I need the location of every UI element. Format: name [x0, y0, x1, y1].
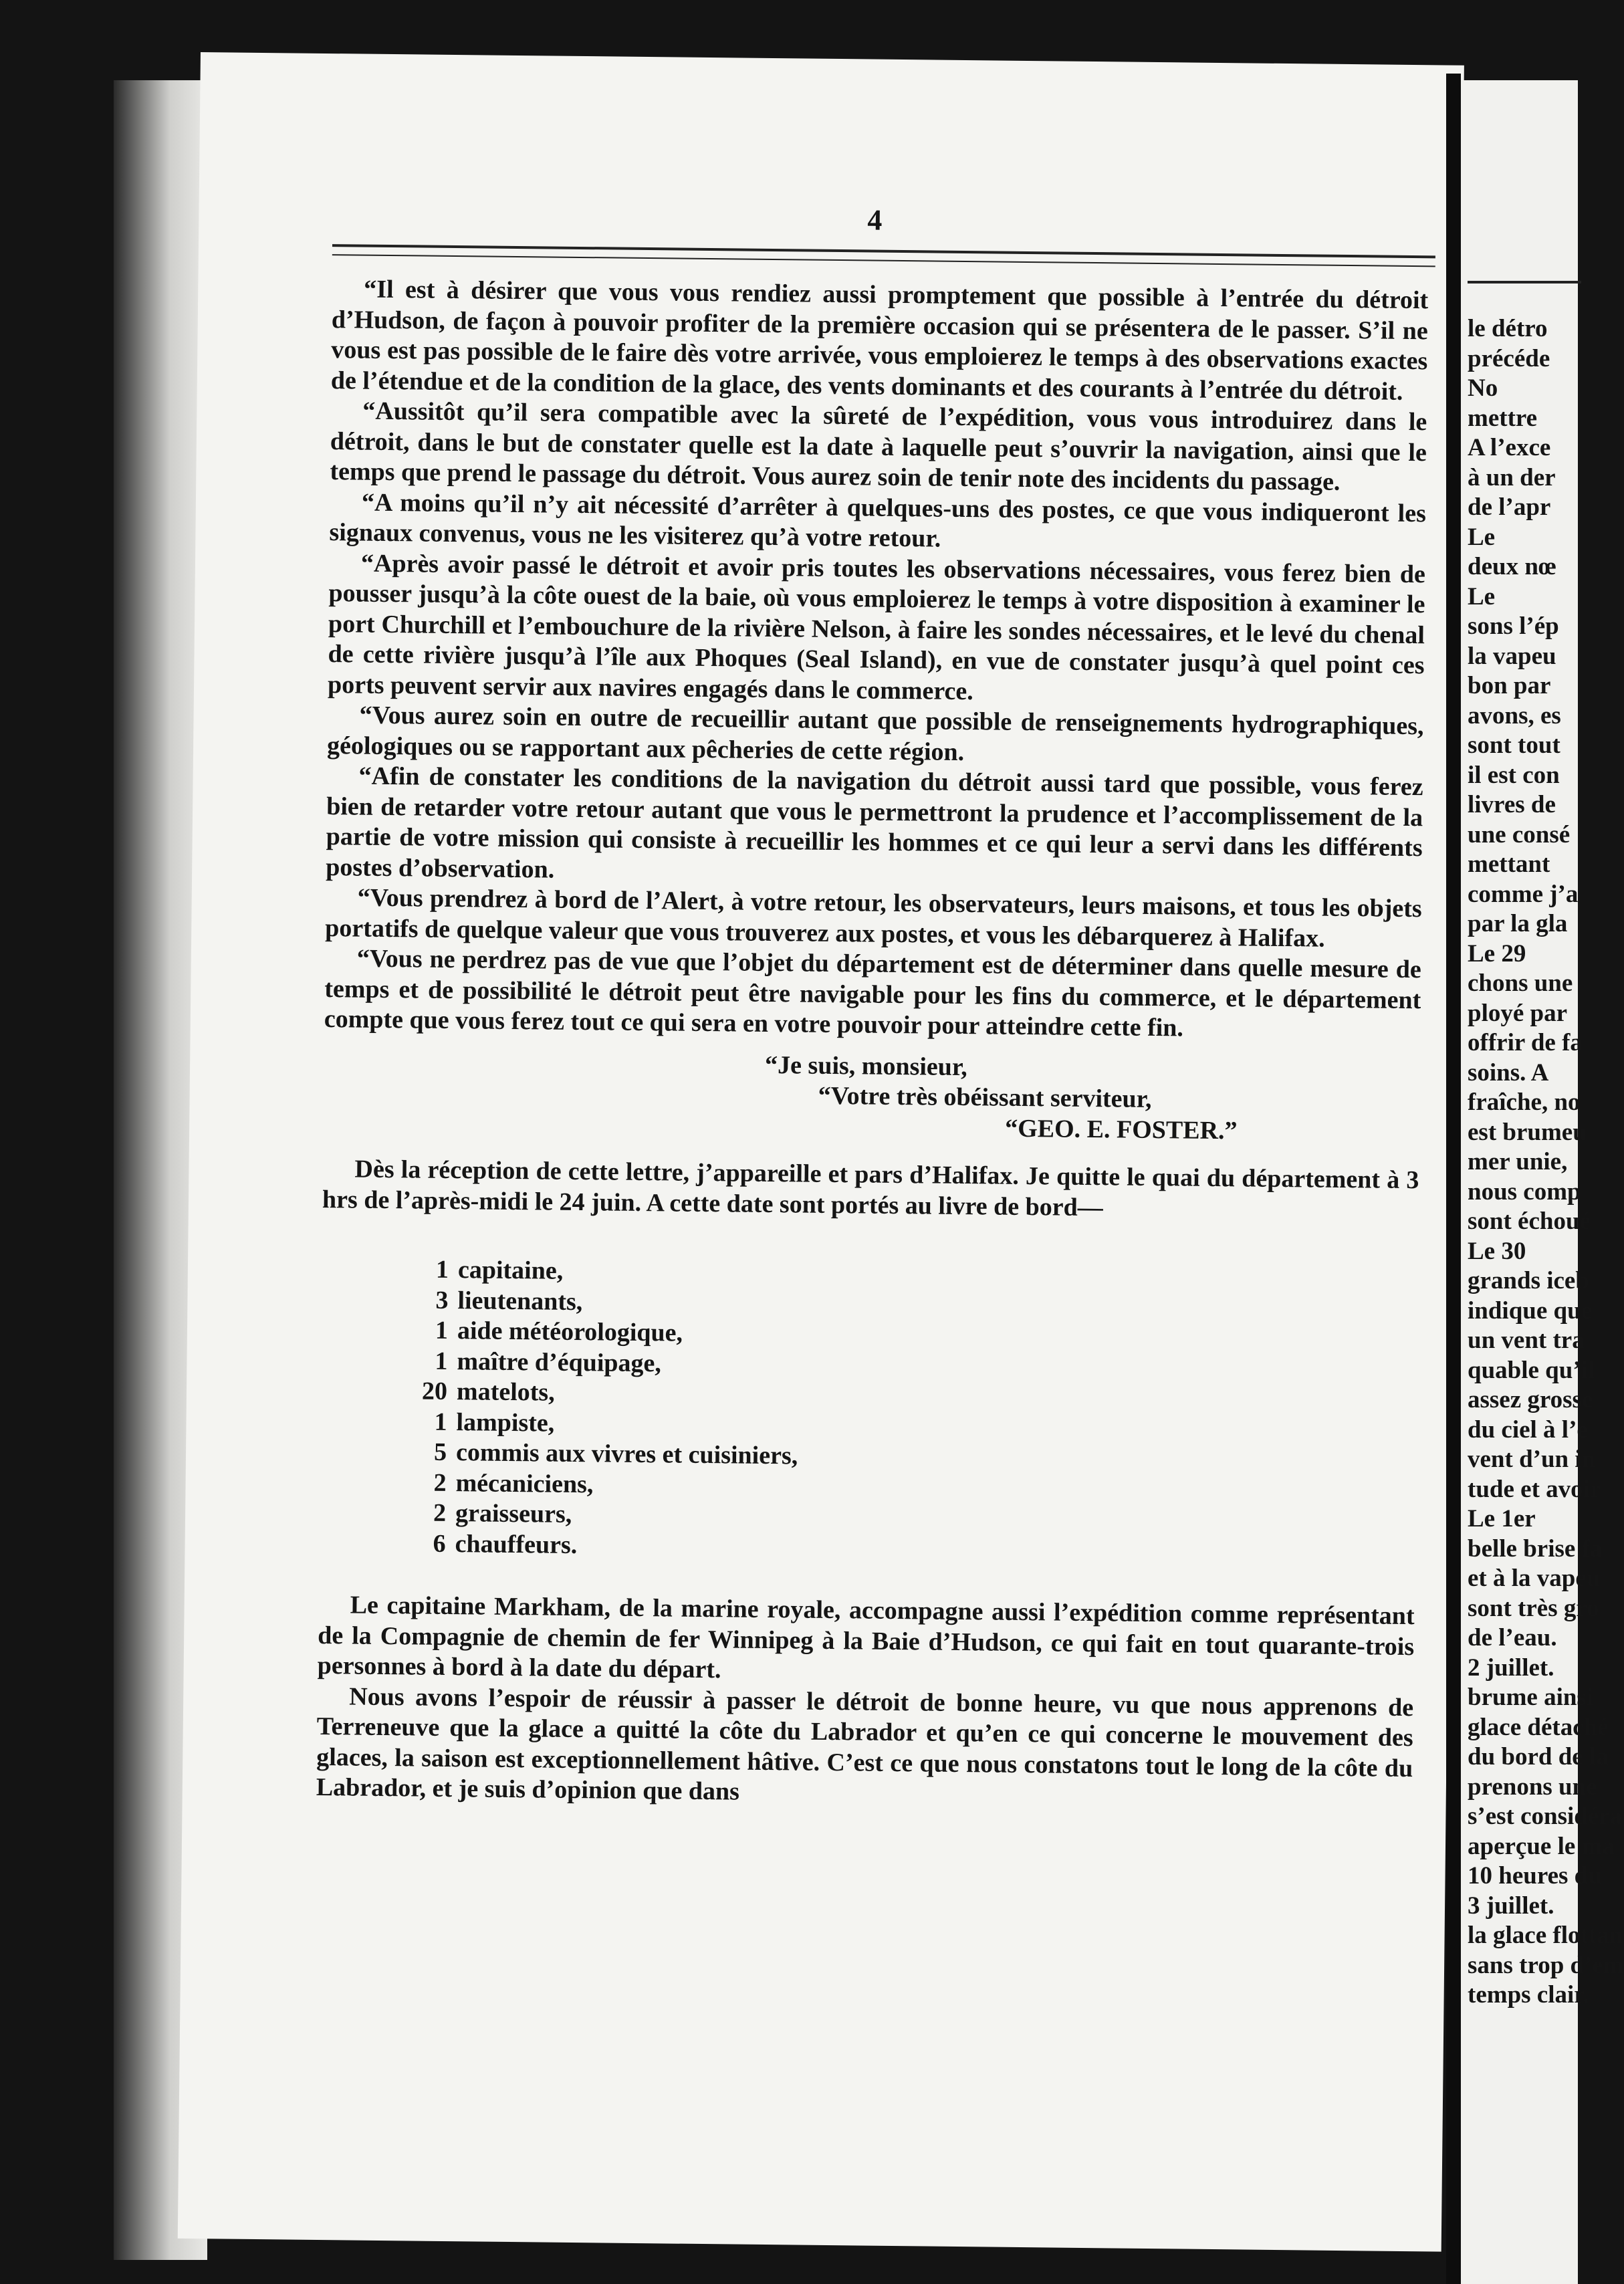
adjacent-page-line: ployé par — [1468, 999, 1568, 1027]
adjacent-page-line: 10 heures du — [1468, 1862, 1602, 1890]
closing-signature: “GEO. E. FOSTER.” — [1004, 1114, 1238, 1145]
adjacent-page-line: A l’exce — [1468, 434, 1551, 461]
adjacent-page-line: Le 29 — [1468, 939, 1526, 967]
adjacent-page-line: la glace flottan — [1468, 1922, 1623, 1949]
crew-count: 1 — [434, 1407, 447, 1436]
crew-role: mécaniciens, — [455, 1468, 594, 1498]
adjacent-page-line: sons l’ép — [1468, 612, 1559, 640]
adjacent-page-line: temps clair. — [1468, 1981, 1589, 2009]
adjacent-page-line: prenons une — [1468, 1773, 1597, 1801]
adjacent-page-line: sont tout — [1468, 731, 1560, 759]
letter-paragraph: “Il est à désirer que vous vous rendiez aussi promptement que possible à l’entrée du détroit d’Hudson, de façon à pouvoir profiter de la première occasion qui se présentera de le passer. S’il ne vous est pas possible de le faire dès votre arrivée, vous emploierez le temps à des observations exactes de l’étendue et de la condition de la glace, des vents dominants et des courants à l’entrée du détroit. — [330, 275, 1429, 406]
letter-paragraph: “Vous ne perdrez pas de vue que l’objet du département est de déterminer dans quelle mesure de temps et de possibilité le détroit peut être navigable pour les fins du commerce, et le département compte que vous ferez tout ce qui sera en votre pouvoir pour atteindre cette fin. — [324, 944, 1421, 1042]
adjacent-page-line: est brumeu — [1468, 1118, 1587, 1146]
letter-paragraph: “Vous prendrez à bord de l’Alert, à votre retour, les observateurs, leurs maisons, et tous les objets portatifs de quelque valeur que vous trouverez aux postes, et vous les débarquerez à Halifax. — [325, 883, 1422, 953]
adjacent-page-line: sont très gro — [1468, 1594, 1599, 1622]
adjacent-page-line: No — [1468, 374, 1498, 402]
adjacent-page-line: vent d’un in — [1468, 1446, 1596, 1473]
letter-paragraph: “Vous aurez soin en outre de recueillir autant que possible de renseignements hydrographiques, géologiques ou se rapportant aux pêcheries de cette région. — [326, 701, 1424, 766]
adjacent-page-line: il est con — [1468, 761, 1560, 789]
adjacent-page-line: Le — [1468, 523, 1496, 551]
letter-closing — [323, 1046, 1420, 1149]
adjacent-page-line: mer unie, — [1468, 1148, 1568, 1175]
adjacent-page-line: précéde — [1468, 344, 1550, 372]
crew-count: 1 — [435, 1316, 449, 1345]
adjacent-page-line: mettre — [1468, 404, 1538, 432]
crew-count: 1 — [435, 1255, 449, 1284]
adjacent-page-rule — [1468, 281, 1581, 283]
crew-count: 6 — [433, 1529, 446, 1558]
narrative-paragraph: Nous avons l’espoir de réussir à passer le détroit de bonne heure, vu que nous apprenons de Terreneuve que la glace a quitté la côte du Labrador et qu’en ce qui concerne le mouvement des glaces, la saison est exceptionnellement hâtive. C’est ce que nous constatons tout le long de la côte du Labrador, et je suis d’opinion que dans — [316, 1682, 1414, 1806]
adjacent-page-line: glace détaché — [1468, 1713, 1609, 1741]
adjacent-page-line: indique que — [1468, 1296, 1593, 1325]
adjacent-page-line: comme j’a — [1468, 880, 1579, 908]
crew-count: 3 — [435, 1286, 449, 1315]
adjacent-page-line: 2 juillet. — [1468, 1653, 1554, 1682]
crew-role: lampiste, — [456, 1407, 555, 1438]
adjacent-page-line: aperçue le ma — [1468, 1832, 1615, 1860]
adjacent-page-line: bon par — [1468, 672, 1551, 699]
letter-paragraph: “Après avoir passé le détroit et avoir pris toutes les observations nécessaires, vous ferez bien de pousser jusqu’à la côte ouest de la baie, où vous emploierez le temps à votre disposition à examiner le port Churchill et l’embouchure de la rivière Nelson, à faire les sondes nécessaires, et le levé du chenal de cette rivière jusqu’à l’île aux Phoques (Seal Island), en vue de constater jusqu’à quel point ces ports peuvent servir aux navires engagés dans le commerce. — [327, 549, 1426, 705]
adjacent-page-line: un vent tra — [1468, 1327, 1585, 1354]
letter-paragraph: “Afin de constater les conditions de la navigation du détroit aussi tard que possible, vous ferez bien de retarder votre retour autant que vous le permettront la prudence et l’accomplissement de la partie de votre mission qui consiste à recueillir les hommes et ce qui leur a servi dans les différents postes d’observation. — [326, 762, 1423, 884]
adjacent-page-line: Le — [1468, 582, 1496, 610]
adjacent-page-line: brume ainsi — [1468, 1684, 1594, 1711]
page-gutter — [1446, 74, 1461, 2284]
adjacent-page-line: le détro — [1468, 315, 1548, 342]
crew-list — [398, 1254, 1418, 1569]
adjacent-page-line: sont échoué — [1468, 1208, 1591, 1235]
adjacent-page-text — [1468, 314, 1624, 2011]
crew-role: lieutenants, — [457, 1286, 583, 1316]
adjacent-page-line: assez grosse — [1468, 1386, 1593, 1413]
adjacent-page-line: et à la vapeu — [1468, 1565, 1601, 1592]
adjacent-page-line: 3 juillet. — [1468, 1892, 1554, 1920]
crew-role: maître d’équipage, — [457, 1347, 662, 1377]
body-text — [316, 274, 1429, 1815]
adjacent-page-line: une consé — [1468, 820, 1571, 848]
adjacent-page-line: belle brise fa — [1468, 1534, 1603, 1563]
narrative-paragraph: Le capitaine Markham, de la marine royale, accompagne aussi l’expédition comme représentant de la Compagnie de chemin de fer Winnipeg à la Baie d’Hudson, ce qui fait en tout quarante-trois personnes à bord à la date du départ. — [317, 1591, 1415, 1684]
crew-count: 1 — [435, 1347, 448, 1375]
adjacent-page-line: du ciel à l’e — [1468, 1415, 1588, 1444]
adjacent-page-line: chons une — [1468, 969, 1573, 997]
adjacent-page-line: Le 1er — [1468, 1505, 1536, 1532]
page-number: 4 — [867, 203, 883, 237]
crew-role: chauffeurs. — [455, 1529, 578, 1559]
crew-count: 2 — [433, 1498, 447, 1527]
crew-count: 2 — [433, 1468, 447, 1497]
adjacent-page-line: de l’eau. — [1468, 1624, 1557, 1651]
document-page — [178, 52, 1464, 2252]
adjacent-page-line: offrir de fa — [1468, 1029, 1583, 1056]
adjacent-page-line: de l’apr — [1468, 493, 1551, 521]
adjacent-page-line: fraîche, no — [1468, 1089, 1581, 1116]
adjacent-page-line: s’est considéra — [1468, 1803, 1623, 1830]
adjacent-page-line: la vapeu — [1468, 642, 1556, 670]
adjacent-page-line: livres de — [1468, 791, 1556, 818]
adjacent-page-line: soins. A — [1468, 1058, 1549, 1087]
adjacent-page-line: à un der — [1468, 463, 1556, 491]
adjacent-page-line: tude et avoir — [1468, 1475, 1601, 1503]
adjacent-page-line: mettant — [1468, 850, 1550, 878]
crew-role: matelots, — [456, 1377, 555, 1407]
crew-role: commis aux vivres et cuisiniers, — [455, 1438, 798, 1470]
crew-role: capitaine, — [457, 1256, 564, 1285]
adjacent-page-line: deux nœ — [1468, 553, 1556, 580]
closing-salutation: “Je suis, monsieur, — [764, 1050, 968, 1081]
crew-count: 5 — [433, 1438, 447, 1466]
adjacent-page-line: avons, es — [1468, 701, 1561, 729]
adjacent-page-line: sans trop d’em — [1468, 1951, 1624, 1979]
narrative-paragraph: Dès la réception de cette lettre, j’appareille et pars d’Halifax. Je quitte le quai du département à 3 hrs de l’après-midi le 24 juin. A cette date sont portés au livre de bord— — [322, 1155, 1419, 1222]
letter-paragraph: “A moins qu’il n’y ait nécessité d’arrêter à quelques-uns des postes, ce que vous indiqueront les signaux convenus, vous ne les visiterez qu’à votre retour. — [329, 488, 1427, 553]
adjacent-page-line: nous comp — [1468, 1177, 1581, 1206]
letter-paragraph: “Aussitôt qu’il sera compatible avec la sûreté de l’expédition, vous vous introduirez dans le détroit, dans le but de constater quelle est la date à laquelle peut s’ouvrir la navigation, ainsi que le temps que prend le passage du détroit. Vous aurez soin de tenir note des incidents du passage. — [330, 396, 1427, 496]
adjacent-page-line: quable qu’il — [1468, 1356, 1595, 1384]
crew-role: aide météorologique, — [457, 1317, 683, 1347]
crew-role: graisseurs, — [455, 1499, 572, 1528]
crew-count: 20 — [421, 1377, 448, 1405]
closing-servant: “Votre très obéissant serviteur, — [818, 1081, 1152, 1113]
adjacent-page-line: par la gla — [1468, 910, 1568, 937]
adjacent-page-line: du bord de la — [1468, 1743, 1609, 1771]
adjacent-page-line: Le 30 — [1468, 1237, 1526, 1265]
adjacent-page-line: grands iceb — [1468, 1267, 1589, 1294]
